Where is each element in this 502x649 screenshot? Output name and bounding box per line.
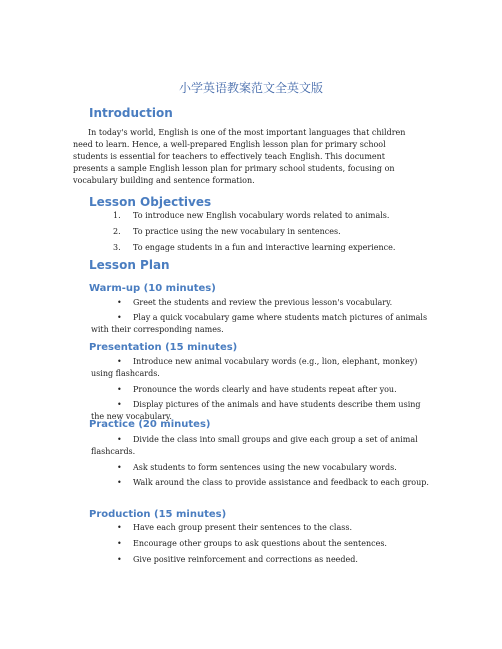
introduction-paragraph — [73, 127, 429, 187]
list-item-text: Walk around the class to provide assistance and feedback to each group. — [133, 478, 429, 487]
list-item-text: Have each group present their sentences to the class. — [133, 523, 352, 532]
introduction-line: students is essential for teachers to effectively teach English. This document — [73, 152, 386, 161]
list-item — [0, 384, 431, 399]
bullet-icon: • — [117, 385, 122, 394]
bullet-icon: • — [117, 523, 122, 532]
heading-lesson-plan: Lesson Plan — [89, 258, 170, 272]
list-item — [0, 522, 431, 538]
list-item — [0, 399, 431, 423]
list-item — [0, 356, 431, 380]
bullet-icon: • — [117, 298, 122, 307]
production-list — [0, 522, 431, 566]
section-heading-practice: Practice (20 minutes) — [89, 419, 211, 430]
objective-number: 1. — [113, 211, 121, 220]
introduction-line: presents a sample English lesson plan for primary school students, focusing on — [73, 164, 395, 173]
bullet-icon: • — [117, 435, 122, 444]
list-item — [0, 554, 431, 566]
warm-up-list — [0, 297, 431, 336]
list-item — [0, 312, 431, 336]
objective-number: 3. — [113, 243, 121, 252]
list-item — [0, 297, 431, 312]
bullet-icon: • — [117, 478, 122, 487]
section-heading-warm-up: Warm-up (10 minutes) — [89, 283, 216, 294]
objective-text: To introduce new English vocabulary words related to animals. — [133, 211, 390, 220]
list-item-text: Ask students to form sentences using the new vocabulary words. — [133, 463, 397, 472]
list-item — [0, 477, 431, 489]
list-item — [0, 434, 431, 458]
list-item-text: Introduce new animal vocabulary words (e.g., lion, elephant, monkey) using flashcards. — [91, 357, 418, 378]
bullet-icon: • — [117, 313, 122, 322]
heading-introduction: Introduction — [89, 106, 173, 120]
objective-text: To practice using the new vocabulary in sentences. — [133, 227, 341, 236]
practice-list — [0, 434, 431, 489]
list-item-text: Display pictures of the animals and have students describe them using the new vocabulary. — [91, 400, 421, 421]
bullet-icon: • — [117, 539, 122, 548]
bullet-icon: • — [117, 400, 122, 409]
document-title: 小学英语教案范文全英文版 — [178, 81, 323, 95]
list-item-text: Encourage other groups to ask questions about the sentences. — [133, 539, 387, 548]
introduction-line: vocabulary building and sentence formation. — [73, 176, 255, 185]
bullet-icon: • — [117, 555, 122, 564]
objective-text: To engage students in a fun and interactive learning experience. — [133, 243, 396, 252]
list-item-text: Play a quick vocabulary game where students match pictures of animals with their corresponding names. — [91, 313, 428, 334]
list-item-text: Pronounce the words clearly and have students repeat after you. — [133, 385, 397, 394]
bullet-icon: • — [117, 357, 122, 366]
list-item — [0, 462, 431, 477]
list-item-text: Divide the class into small groups and give each group a set of animal flashcards. — [91, 435, 418, 456]
introduction-line: need to learn. Hence, a well-prepared English lesson plan for primary school — [73, 140, 386, 149]
section-heading-production: Production (15 minutes) — [89, 509, 227, 520]
presentation-list — [0, 356, 431, 423]
objective-number: 2. — [113, 227, 121, 236]
heading-lesson-objectives: Lesson Objectives — [89, 195, 212, 209]
list-item-text: Give positive reinforcement and corrections as needed. — [133, 555, 358, 564]
list-item-text: Greet the students and review the previous lesson's vocabulary. — [133, 298, 393, 307]
introduction-line: In today's world, English is one of the most important languages that children — [88, 128, 406, 137]
section-heading-presentation: Presentation (15 minutes) — [89, 342, 238, 353]
list-item — [0, 538, 431, 554]
bullet-icon: • — [117, 463, 122, 472]
